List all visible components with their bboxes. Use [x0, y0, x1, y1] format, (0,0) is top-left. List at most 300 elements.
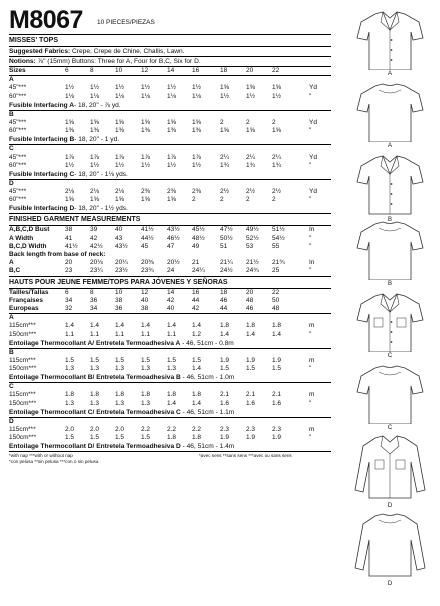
pattern-number: M8067	[9, 6, 83, 34]
metric-size-row	[9, 289, 331, 297]
cell-value: 1⅝	[141, 118, 151, 126]
cell-value: 2	[220, 118, 224, 126]
cell-value: 25	[272, 267, 280, 275]
cell-value: 12	[141, 288, 149, 296]
footnotes	[9, 452, 331, 466]
cell-value: 1.9	[220, 356, 230, 364]
unit-label: Yd	[309, 84, 317, 92]
cell-value: 1½	[272, 92, 282, 100]
view-label	[9, 383, 331, 391]
table-row	[9, 127, 331, 135]
metric-size-row	[9, 297, 331, 305]
row-label: 60"***	[9, 196, 27, 204]
finished-measurements-title: FINISHED GARMENT MEASUREMENTS	[9, 214, 331, 226]
cell-value: 1⅜	[167, 127, 177, 135]
cell-value: 1⅛	[115, 92, 125, 100]
cell-value: 42½	[90, 242, 103, 250]
section-title: MISSES' TOPS	[9, 35, 331, 47]
cell-value: 47½	[220, 226, 233, 234]
row-label: Back length from base of neck:	[9, 251, 106, 258]
cell-value: 1⅝	[246, 127, 256, 135]
interfacing-note: Entoilage Thermocollant A/ Entretela Termoadhesiva A - 46, 51cm - 0.8m	[9, 339, 331, 349]
interfacing-note: Entoilage Thermocollant D/ Entretela Termoadhesiva D - 46, 51cm - 1.4m	[9, 442, 331, 452]
cell-value: 20	[246, 67, 254, 74]
cell-value: 18	[220, 67, 228, 74]
unit-label: Yd	[309, 118, 317, 126]
cell-value: 1⅝	[272, 84, 282, 92]
sketch-label: B	[387, 281, 392, 287]
interfacing-note: Fusible Interfacing A- 18, 20" - ⅞ yd.	[9, 101, 331, 111]
cell-value: 51½	[272, 226, 285, 234]
table-row	[9, 400, 331, 408]
cell-value: 44	[220, 304, 228, 312]
row-label: Tailles/Tallas	[9, 288, 49, 296]
cell-value: 8	[90, 288, 94, 296]
cell-value: 1.5	[141, 356, 151, 364]
cell-value: 21¼	[220, 259, 233, 267]
cell-value: 20⅜	[141, 259, 154, 267]
row-label: 150cm***	[9, 330, 37, 338]
row-label: 115cm***	[9, 391, 36, 399]
cell-value: 44	[192, 296, 200, 304]
cell-value: 23	[65, 267, 73, 275]
cell-value: 24¾	[246, 267, 259, 275]
cell-value: 1.8	[141, 391, 151, 399]
cell-value: 1.1	[65, 330, 75, 338]
unit-label: "	[309, 330, 312, 338]
cell-value: 8	[90, 67, 94, 74]
cell-value: 2⅜	[192, 188, 202, 196]
cell-value: 10	[115, 288, 123, 296]
cell-value: 21½	[246, 259, 259, 267]
unit-label: "	[309, 234, 312, 242]
view-label	[9, 418, 331, 426]
cell-value: 2.3	[272, 426, 282, 433]
cell-value: 2¼	[220, 153, 230, 161]
cell-value: 1.4	[246, 330, 256, 338]
cell-value: 1.1	[167, 330, 177, 338]
unit-label: Yd	[309, 153, 317, 161]
cell-value: 1.5	[220, 365, 230, 373]
cell-value: 1⅛	[141, 92, 151, 100]
cell-value: 1.8	[220, 322, 230, 330]
view-label	[9, 145, 331, 153]
table-row	[9, 243, 331, 251]
cell-value: 1½	[90, 84, 100, 92]
suggested-fabrics: Suggested Fabrics: Crepe, Crepe de Chine, Challis, Lawn.	[9, 47, 331, 57]
cell-value: 1.6	[220, 399, 230, 407]
cell-value: 22	[272, 288, 280, 296]
cell-value: 36	[90, 296, 98, 304]
cell-value: 1.8	[90, 391, 100, 399]
row-label: 150cm***	[9, 399, 37, 407]
cell-value: 1½	[192, 84, 202, 92]
cell-value: 41½	[65, 242, 78, 250]
interfacing-note: Fusible Interfacing B- 18, 20" - 1 yd.	[9, 135, 331, 145]
cell-value: 1.5	[192, 356, 202, 364]
cell-value: 1.5	[115, 434, 125, 442]
cell-value: 50½	[220, 234, 233, 242]
view-sketch-d	[345, 432, 435, 509]
notions: Notions: ⅞" (15mm) Buttons: Three for A, Four for B,C, Six for D.	[9, 57, 331, 67]
cell-value: 16	[192, 288, 200, 296]
cell-value: 1.5	[141, 434, 151, 442]
cell-value: 2.3	[246, 426, 256, 433]
cell-value: 1⅝	[115, 196, 125, 204]
view-label	[9, 349, 331, 357]
cell-value: 16	[192, 67, 200, 74]
cell-value: 24	[167, 267, 175, 275]
cell-value: 1.5	[246, 365, 256, 373]
cell-value: 1⅞	[90, 153, 100, 161]
cell-value: 1⅝	[141, 196, 151, 204]
cell-value: 48	[272, 304, 280, 312]
unit-label: "	[309, 267, 312, 275]
row-label: 45"***	[9, 188, 27, 196]
table-row	[9, 267, 331, 276]
sketch-label: C	[387, 353, 393, 359]
cell-value: 41	[65, 234, 73, 242]
table-row	[9, 188, 331, 196]
cell-value: 1.5	[90, 434, 100, 442]
cell-value: 2	[272, 196, 276, 204]
cell-value: 38	[65, 226, 73, 234]
cell-value: 38	[115, 296, 123, 304]
cell-value: 1½	[246, 92, 256, 100]
row-label: A	[9, 259, 14, 267]
cell-value: 2.0	[115, 426, 125, 433]
row-label: C	[9, 383, 14, 391]
table-row	[9, 259, 331, 267]
cell-value: 49	[192, 242, 200, 250]
cell-value: 1½	[141, 84, 151, 92]
row-label: D	[9, 417, 14, 425]
cell-value: 2	[220, 196, 224, 204]
cell-value: 40	[115, 226, 123, 234]
cell-value: 2½	[272, 188, 282, 196]
cell-value: 22	[272, 67, 280, 74]
cell-value: 1.4	[65, 322, 75, 330]
cell-value: 1½	[141, 161, 151, 169]
unit-label: m	[309, 391, 315, 399]
yardage-chart	[9, 6, 331, 466]
row-label: Sizes	[9, 67, 26, 74]
header	[9, 6, 331, 34]
view-sketch-b	[345, 152, 435, 223]
cell-value: 1⅝	[220, 84, 230, 92]
footnote-french: *avec sens **sans sens ***avec ou sans sens	[199, 453, 292, 459]
cell-value: 2	[246, 118, 250, 126]
sketch-label: C	[387, 425, 393, 431]
cell-value: 1.3	[65, 365, 75, 373]
row-label: 115cm***	[9, 322, 36, 330]
cell-value: 1½	[167, 161, 177, 169]
cell-value: 6	[65, 288, 69, 296]
cell-value: 41½	[141, 226, 154, 234]
cell-value: 44½	[141, 234, 154, 242]
row-label: 60"***	[9, 92, 27, 100]
row-label: B,C	[9, 267, 21, 275]
cell-value: 1.3	[65, 399, 75, 407]
cell-value: 20	[65, 259, 73, 267]
cell-value: 32	[65, 304, 73, 312]
cell-value: 38	[141, 304, 149, 312]
cell-value: 1.4	[90, 322, 100, 330]
cell-value: 1.8	[192, 434, 202, 442]
view-label	[9, 111, 331, 119]
cell-value: 42	[192, 304, 200, 312]
cell-value: 55	[272, 242, 280, 250]
sketch-label: A	[387, 71, 392, 77]
sketch-label: D	[387, 581, 393, 587]
row-label: Europeas	[9, 304, 39, 312]
cell-value: 40	[141, 296, 149, 304]
cell-value: 48½	[192, 234, 205, 242]
cell-value: 45	[141, 242, 149, 250]
cell-value: 1.4	[272, 330, 282, 338]
row-label: A Width	[9, 234, 34, 242]
pieces-count: 10 PIECES/PIEZAS	[97, 19, 155, 26]
table-row	[9, 196, 331, 204]
cell-value: 34	[90, 304, 98, 312]
cell-value: 40	[167, 304, 175, 312]
cell-value: 2.2	[192, 426, 202, 433]
interfacing-note: Fusible Interfacing D- 18, 20" - 1½ yds.	[9, 204, 331, 214]
unit-label: In	[309, 259, 315, 267]
cell-value: 1.6	[246, 399, 256, 407]
cell-value: 45½	[192, 226, 205, 234]
cell-value: 1.9	[246, 356, 256, 364]
sizes-row	[9, 67, 331, 76]
cell-value: 1.8	[167, 434, 177, 442]
cell-value: 1.3	[115, 365, 125, 373]
cell-value: 1.6	[272, 399, 282, 407]
cell-value: 1⅝	[65, 196, 75, 204]
cell-value: 43½	[115, 242, 128, 250]
cell-value: 1⅛	[90, 92, 100, 100]
cell-value: 36	[115, 304, 123, 312]
cell-value: 2.1	[220, 391, 230, 399]
interfacing-note: Entoilage Thermocollant B/ Entretela Termoadhesiva B - 46, 51cm - 1.0m	[9, 373, 331, 383]
row-label: 45"***	[9, 153, 27, 161]
row-label: A	[9, 314, 14, 322]
cell-value: 1.5	[115, 356, 125, 364]
cell-value: 1.3	[115, 399, 125, 407]
table-row	[9, 162, 331, 170]
cell-value: 21	[192, 259, 200, 267]
unit-label: m	[309, 356, 315, 364]
cell-value: 2.3	[220, 426, 230, 433]
back-length-title	[9, 251, 331, 259]
cell-value: 1.4	[167, 399, 177, 407]
cell-value: 1⅞	[115, 153, 125, 161]
row-label: 45"***	[9, 84, 27, 92]
sketch-label: A	[387, 143, 392, 149]
cell-value: 1.8	[272, 322, 282, 330]
row-label: B	[9, 348, 14, 356]
cell-value: 20½	[167, 259, 180, 267]
unit-label: "	[309, 196, 312, 204]
cell-value: 46	[246, 304, 254, 312]
cell-value: 1⅜	[115, 127, 125, 135]
cell-value: 2¼	[246, 153, 256, 161]
view-sketch-d	[345, 510, 435, 587]
cell-value: 49½	[246, 226, 259, 234]
cell-value: 1⅜	[192, 127, 202, 135]
cell-value: 1.1	[115, 330, 125, 338]
cell-value: 10	[115, 67, 123, 74]
cell-value: 24¼	[192, 267, 205, 275]
footnote-english: *with nap ***with or without nap	[9, 453, 73, 459]
cell-value: 1.4	[192, 322, 202, 330]
cell-value: 50	[272, 296, 280, 304]
cell-value: 1⅝	[220, 127, 230, 135]
cell-value: 1.4	[167, 322, 177, 330]
cell-value: 2½	[220, 188, 230, 196]
unit-label: Yd	[309, 188, 317, 196]
view-sketch-a	[345, 8, 435, 77]
cell-value: 2⅛	[90, 188, 100, 196]
cell-value: 1¾	[246, 161, 256, 169]
row-label: 150cm***	[9, 365, 37, 373]
cell-value: 1.9	[272, 434, 282, 442]
cell-value: 53	[246, 242, 254, 250]
cell-value: 2.1	[272, 391, 282, 399]
cell-value: 52½	[246, 234, 259, 242]
cell-value: 1½	[167, 84, 177, 92]
view-label	[9, 180, 331, 188]
cell-value: 2.0	[90, 426, 100, 433]
cell-value: 2⅛	[115, 188, 125, 196]
cell-value: 2	[192, 196, 196, 204]
cell-value: 1⅜	[90, 127, 100, 135]
row-label: 115cm***	[9, 356, 36, 364]
cell-value: 1.8	[246, 322, 256, 330]
unit-label: "	[309, 365, 312, 373]
row-label: 60"***	[9, 127, 27, 135]
view-label	[9, 314, 331, 322]
table-row	[9, 357, 331, 365]
cell-value: 2.2	[141, 426, 151, 433]
cell-value: 14	[167, 288, 175, 296]
view-sketch-c	[345, 290, 435, 359]
cell-value: 21¾	[272, 259, 285, 267]
cell-value: 43½	[167, 226, 180, 234]
row-label: Françaises	[9, 296, 43, 304]
cell-value: 18	[220, 288, 228, 296]
cell-value: 12	[141, 67, 149, 74]
cell-value: 1.1	[90, 330, 100, 338]
unit-label: "	[309, 242, 312, 250]
unit-label: In	[309, 226, 315, 234]
cell-value: 1.3	[167, 365, 177, 373]
cell-value: 1.8	[192, 391, 202, 399]
cell-value: 51	[220, 242, 228, 250]
cell-value: 47	[167, 242, 175, 250]
cell-value: 1½	[115, 84, 125, 92]
cell-value: 34	[65, 296, 73, 304]
interfacing-note: Fusible Interfacing C- 18, 20" - 1⅛ yds.	[9, 170, 331, 180]
cell-value: 1⅛	[65, 92, 75, 100]
cell-value: 1⅝	[272, 127, 282, 135]
cell-value: 39	[90, 226, 98, 234]
cell-value: 1.5	[272, 365, 282, 373]
cell-value: 1.4	[192, 399, 202, 407]
cell-value: 6	[65, 67, 69, 74]
cell-value: 1.5	[65, 356, 75, 364]
table-row	[9, 235, 331, 243]
table-row	[9, 391, 331, 399]
cell-value: 2⅜	[167, 188, 177, 196]
cell-value: 46½	[167, 234, 180, 242]
table-row	[9, 154, 331, 162]
table-row	[9, 434, 331, 442]
row-label: D	[9, 179, 14, 187]
cell-value: 1½	[115, 161, 125, 169]
cell-value: 1.5	[65, 434, 75, 442]
view-sketches	[333, 0, 440, 606]
cell-value: 1.3	[90, 365, 100, 373]
cell-value: 2.0	[65, 426, 75, 433]
unit-label: "	[309, 161, 312, 169]
cell-value: 23¼	[90, 267, 103, 275]
row-label: C	[9, 145, 14, 153]
cell-value: 1½	[90, 161, 100, 169]
cell-value: 20	[246, 288, 254, 296]
table-row	[9, 365, 331, 373]
cell-value: 1⅝	[167, 196, 177, 204]
cell-value: 1.8	[167, 391, 177, 399]
cell-value: 1⅞	[192, 153, 202, 161]
cell-value: 1.4	[115, 322, 125, 330]
cell-value: 1.3	[141, 365, 151, 373]
cell-value: 1.1	[141, 330, 151, 338]
footnote-spanish: *con pelusa **sin pelusa ***con o sin pelusa	[9, 459, 99, 465]
row-label: A,B,C,D Bust	[9, 226, 50, 234]
cell-value: 48	[246, 296, 254, 304]
cell-value: 1⅝	[90, 196, 100, 204]
cell-value: 42	[167, 296, 175, 304]
row-label: B	[9, 110, 14, 118]
view-sketch-b	[345, 218, 435, 287]
cell-value: 2.1	[246, 391, 256, 399]
cell-value: 1⅝	[65, 118, 75, 126]
table-row	[9, 84, 331, 92]
cell-value: 14	[167, 67, 175, 74]
unit-label: m	[309, 426, 315, 433]
cell-value: 1⅛	[167, 92, 177, 100]
cell-value: 54½	[272, 234, 285, 242]
cell-value: 23¾	[141, 267, 154, 275]
table-row	[9, 226, 331, 234]
interfacing-note: Entoilage Thermocollant C/ Entretela Termoadhesiva C - 46, 51cm - 1.1m	[9, 408, 331, 418]
cell-value: 23½	[115, 267, 128, 275]
cell-value: 1⅝	[90, 118, 100, 126]
cell-value: 1½	[192, 161, 202, 169]
sketch-label: B	[387, 217, 392, 223]
unit-label: "	[309, 434, 312, 442]
cell-value: 1⅝	[192, 118, 202, 126]
cell-value: 1.5	[90, 356, 100, 364]
cell-value: 1.5	[167, 356, 177, 364]
cell-value: 1.9	[220, 434, 230, 442]
table-row	[9, 322, 331, 330]
table-row	[9, 331, 331, 339]
cell-value: 1⅜	[65, 127, 75, 135]
table-row	[9, 93, 331, 101]
cell-value: 1.9	[246, 434, 256, 442]
view-sketch-c	[345, 362, 435, 431]
